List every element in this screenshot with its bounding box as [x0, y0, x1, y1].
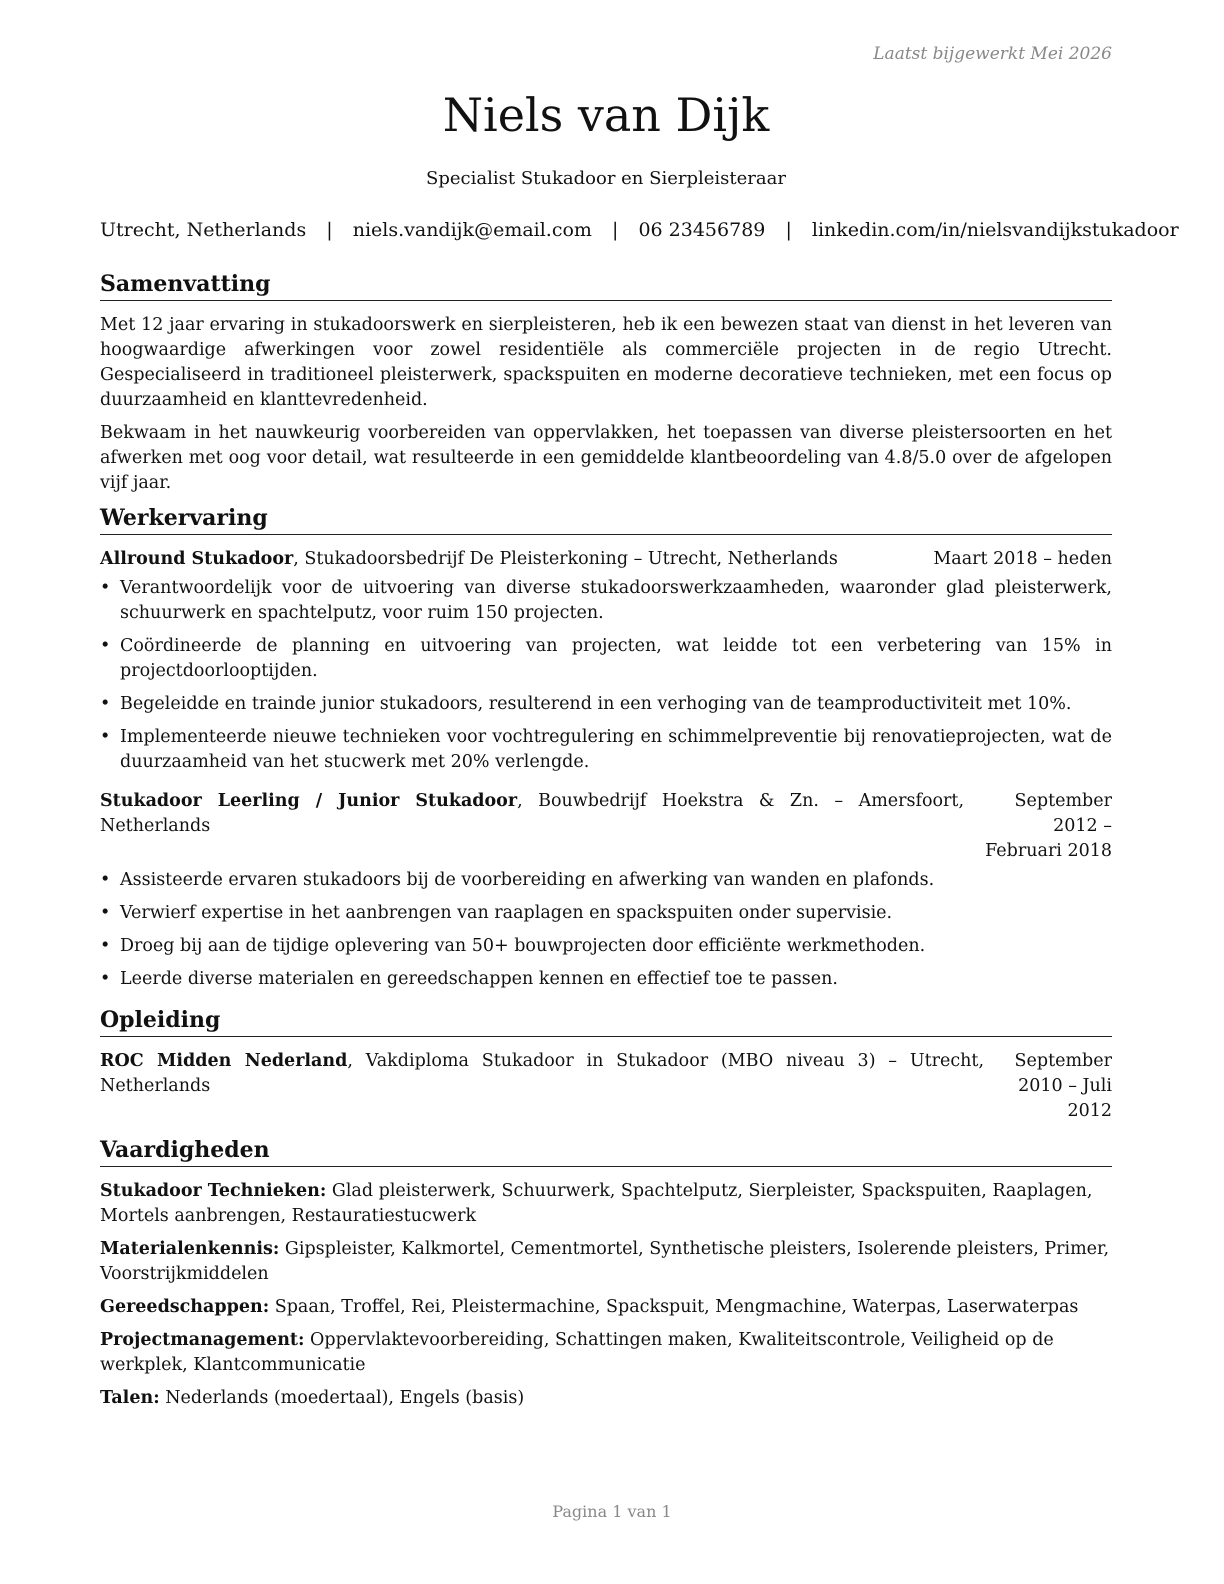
job-bullet: • Assisteerde ervaren stukadoors bij de voorbereiding en afwerking van wanden en plafonds. [100, 870, 935, 890]
page-number: Pagina 1 van 1 [552, 1502, 672, 1521]
skill-line: Stukadoor Technieken: Glad pleisterwerk, Schuurwerk, Spachtelputz, Sierpleister, Spackspuiten, Raaplagen, Mortels aanbrengen, Restauratiestucwerk [100, 1181, 1093, 1226]
summary-paragraph: Met 12 jaar ervaring in stukadoorswerk en sierpleisteren, heb ik een bewezen staat van dienst in het leveren van hoogwaardige afwerkingen voor zowel residentiële als commerciële projecten in de regio Utrecht. Gespecialiseerd in traditioneel pleisterwerk, spackspuiten en moderne decoratieve technieken, met een focus op duurzaamheid en klanttevredenheid. [100, 315, 1112, 410]
contact-line [100, 219, 1179, 241]
resume-content [100, 270, 1112, 1419]
job-company: , Stukadoorsbedrijf De Pleisterkoning – Utrecht, Netherlands [293, 549, 838, 569]
job-role: Stukadoor Leerling / Junior Stukadoor [100, 791, 518, 811]
section-heading-summary: Samenvatting [100, 270, 1112, 301]
contact-location: Utrecht, Netherlands [100, 219, 307, 241]
job-role: Allround Stukadoor [100, 549, 294, 569]
contact-separator: | [326, 219, 333, 241]
job-entry [100, 789, 1112, 992]
job-bullet: • Begeleidde en trainde junior stukadoors, resulterend in een verhoging van de teamproductiviteit met 10%. [100, 694, 1072, 714]
job-bullet: • Leerde diverse materialen en gereedschappen kennen en effectief toe te passen. [100, 969, 838, 989]
skills-section [100, 1136, 1112, 1411]
contact-separator: | [612, 219, 619, 241]
job-entry [100, 547, 1112, 775]
job-bullet: • Verwierf expertise in het aanbrengen van raaplagen en spackspuiten onder supervisie. [100, 903, 893, 923]
education-section [100, 1006, 1112, 1124]
skill-line: Materialenkennis: Gipspleister, Kalkmortel, Cementmortel, Synthetische pleisters, Isolerende pleisters, Primer, Voorstrijkmiddelen [100, 1239, 1110, 1284]
section-heading-education: Opleiding [100, 1006, 1112, 1037]
skill-line: Gereedschappen: Spaan, Troffel, Rei, Pleistermachine, Spackspuit, Mengmachine, Waterpas, Laserwaterpas [100, 1297, 1079, 1317]
job-header [100, 547, 1112, 572]
contact-phone: 06 23456789 [638, 219, 766, 241]
skill-line: Projectmanagement: Oppervlaktevoorbereiding, Schattingen maken, Kwaliteitscontrole, Veiligheid op de werkplek, Klantcommunicatie [100, 1330, 1054, 1375]
last-updated: Laatst bijgewerkt Mei 2026 [873, 44, 1112, 64]
job-company: , Bouwbedrijf Hoekstra & Zn. – Amersfoort, Netherlands [100, 791, 965, 836]
job-bullet: • Coördineerde de planning en uitvoering van projecten, wat leidde tot een verbetering van 15% in projectdoorlooptijden. [100, 636, 1112, 681]
summary-section [100, 270, 1112, 496]
candidate-name: Niels van Dijk [442, 88, 770, 142]
job-bullet: • Droeg bij aan de tijdige oplevering van 50+ bouwprojecten door efficiënte werkmethoden. [100, 936, 926, 956]
education-entry [100, 1049, 1112, 1124]
experience-section [100, 504, 1112, 992]
job-bullets [100, 868, 1112, 992]
summary-paragraph: Bekwaam in het nauwkeurig voorbereiden van oppervlakken, het toepassen van diverse pleistersoorten en het afwerken met oog voor detail, wat resulteerde in een gemiddelde klantbeoordeling van 4.8/5.0 over de afgelopen vijf jaar. [100, 423, 1112, 493]
job-bullet: • Verantwoordelijk voor de uitvoering van diverse stukadoorswerkzaamheden, waaronder glad pleisterwerk, schuurwerk en spachtelputz, voor ruim 150 projecten. [100, 578, 1112, 623]
education-school: ROC Midden Nederland [100, 1051, 348, 1071]
candidate-subtitle: Specialist Stukadoor en Sierpleisteraar [426, 168, 786, 189]
job-dates: Maart 2018 – heden [933, 549, 1112, 569]
job-dates: September 2012 – Februari 2018 [985, 791, 1112, 861]
education-dates: September 2010 – Juli 2012 [1014, 1051, 1112, 1121]
skill-line: Talen: Nederlands (moedertaal), Engels (basis) [100, 1388, 525, 1408]
section-heading-skills: Vaardigheden [100, 1136, 1112, 1167]
education-detail: , Vakdiploma Stukadoor in Stukadoor (MBO niveau 3) – Utrecht, Netherlands [100, 1051, 985, 1096]
job-bullets [100, 576, 1112, 775]
job-header [100, 789, 1112, 864]
job-bullet: • Implementeerde nieuwe technieken voor vochtregulering en schimmelpreventie bij renovatieprojecten, wat de duurzaamheid van het stucwerk met 20% verlengde. [100, 727, 1112, 772]
contact-separator: | [785, 219, 792, 241]
contact-linkedin[interactable]: linkedin.com/in/nielsvandijkstukadoor [811, 219, 1179, 241]
contact-email[interactable]: niels.vandijk@email.com [352, 219, 592, 241]
section-heading-experience: Werkervaring [100, 504, 1112, 535]
